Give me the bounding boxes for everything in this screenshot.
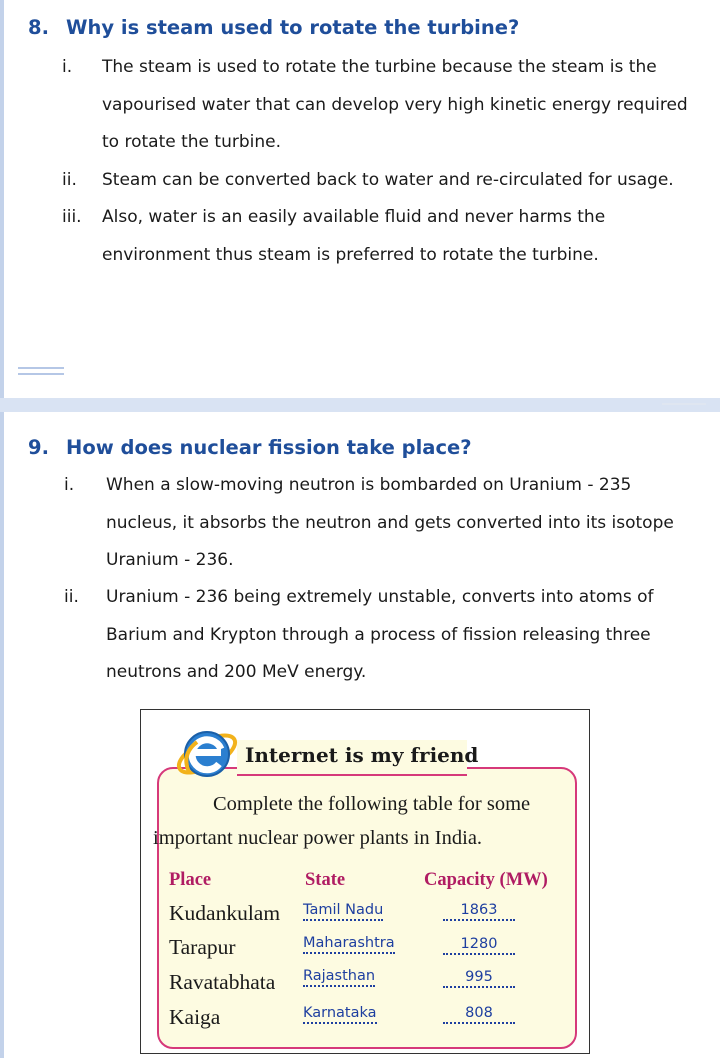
decorative-line [18,373,64,375]
text-line: Also, water is an easily available fluid and never harms the [102,207,606,227]
column-header-place: Place [169,870,212,890]
plant-place: Kaiga [169,1005,221,1029]
point-number: i. [62,57,73,77]
plant-capacity: 808 [443,1005,515,1024]
plant-capacity: 1863 [443,902,515,921]
question-title: Why is steam used to rotate the turbine? [66,16,520,39]
answer-point [64,579,704,694]
answer-point [62,49,702,164]
internet-explorer-e-icon [171,714,243,786]
text-line: Uranium - 236 being extremely unstable, converts into atoms of [106,587,654,607]
text-line: Barium and Krypton through a process of fission releasing three [106,624,651,645]
plant-capacity: 995 [443,969,515,988]
answer-point [62,162,702,200]
question-title: How does nuclear fission take place? [66,436,472,459]
text-line: Steam can be converted back to water and re-circulated for usage. [102,170,674,190]
text-line: to rotate the turbine. [102,132,281,152]
instruction-line: important nuclear power plants in India. [153,827,483,849]
plant-place: Kudankulam [169,901,281,925]
question-9-heading [28,436,472,459]
text-line: nucleus, it absorbs the neutron and gets converted into its isotope [106,512,674,533]
plant-capacity: 1280 [443,936,515,955]
column-header-state: State [305,870,346,890]
text-line: The steam is used to rotate the turbine because the steam is the [102,57,657,77]
point-number: iii. [62,207,82,227]
point-number: ii. [64,587,79,607]
plant-place: Ravatabhata [169,970,276,994]
activity-instruction [153,787,553,855]
card-separator [0,398,720,412]
text-line: When a slow-moving neutron is bombarded on Uranium - 235 [106,475,632,495]
question-8-card [0,0,720,398]
text-line: Uranium - 236. [106,550,234,570]
point-number: ii. [62,170,77,190]
answer-point [62,199,702,275]
plant-state: Karnataka [303,1005,377,1024]
box-title: Internet is my friend [245,743,479,767]
text-line: vapourised water that can develop very high kinetic energy required [102,94,688,115]
question-8-heading [28,16,519,39]
decorative-line [662,403,706,405]
plant-state: Tamil Nadu [303,902,383,921]
decorative-line [18,367,64,369]
plant-state: Maharashtra [303,935,395,954]
answer-point [64,467,704,582]
text-line: environment thus steam is preferred to rotate the turbine. [102,244,599,265]
column-header-capacity: Capacity (MW) [424,870,548,890]
plant-state: Rajasthan [303,968,375,987]
point-number: i. [64,475,75,495]
question-number: 9. [28,436,49,459]
question-number: 8. [28,16,49,39]
text-line: neutrons and 200 MeV energy. [106,662,367,682]
plant-place: Tarapur [169,935,236,959]
instruction-line: Complete the following table for some [213,793,531,815]
